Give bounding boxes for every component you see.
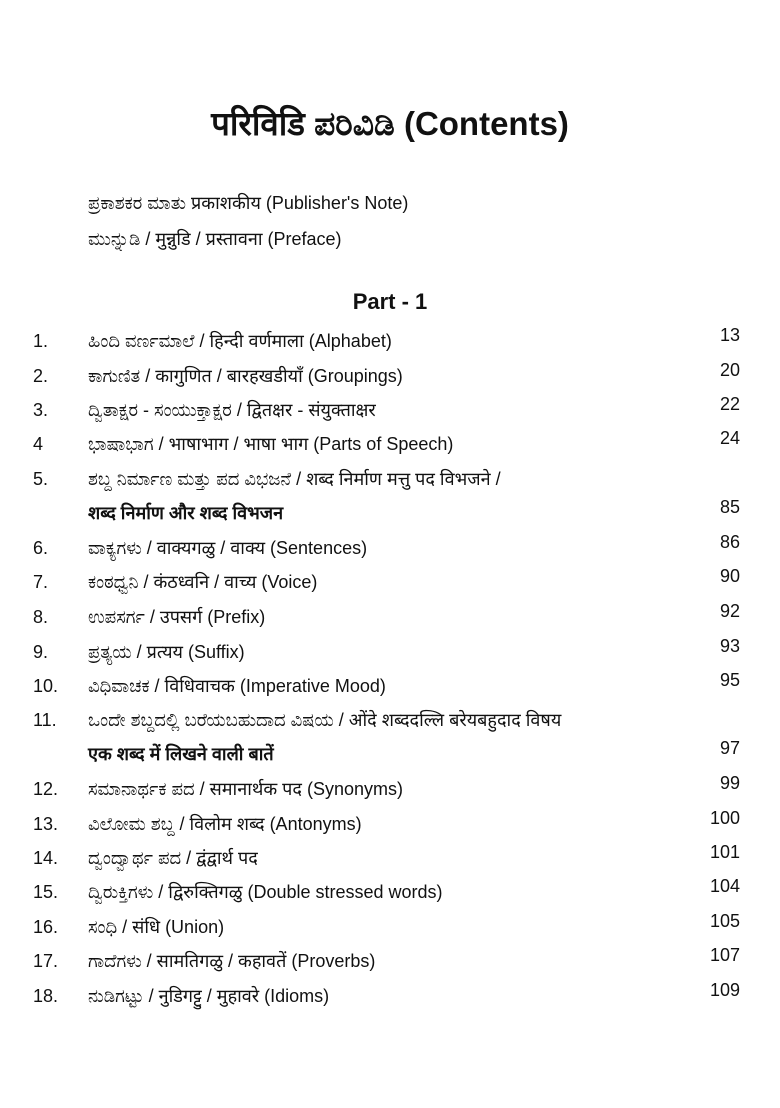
entry-number: 4	[33, 434, 44, 454]
entry-title: ಪ್ರತ್ಯಯ / प्रत्यय (Suffix)	[88, 642, 245, 662]
entry-number: 18.	[33, 986, 59, 1006]
entry-page: 90	[719, 566, 740, 586]
entry-title: ವಿಲೋಮ ಶಬ್ದ / विलोम शब्द (Antonyms)	[88, 814, 362, 834]
entry-title: ದ್ವಿರುಕ್ತಿಗಳು / द्विरुक्तिगळु (Double stressed words)	[88, 882, 443, 902]
entry-title	[88, 709, 562, 764]
entry-page: 86	[719, 532, 740, 552]
entry-title: ಸಮಾನಾರ್ಥಕ ಪದ / समानार्थक पद (Synonyms)	[88, 779, 403, 799]
entry-title: ವಿಧಿವಾಚಕ / विधिवाचक (Imperative Mood)	[88, 676, 386, 696]
entry-page: 20	[719, 360, 740, 380]
front-matter-preface: ಮುನ್ನುಡಿ / मुन्नुडि / प्रस्तावना (Preface)	[88, 229, 342, 249]
entry-title-line2: एक शब्द में लिखने वाली बातें	[88, 744, 274, 764]
entry-number: 17.	[33, 951, 59, 971]
entry-title: ಸಂಧಿ / संधि (Union)	[88, 917, 225, 937]
entry-page: 107	[709, 945, 740, 965]
front-matter-publishers-note: ಪ್ರಕಾಶಕರ ಮಾತು प्रकाशकीय (Publisher's Note)	[88, 193, 409, 213]
entry-title: ಕಾಗುಣಿತ / कागुणित / बारहखडीयाँ (Groupings)	[88, 366, 403, 386]
entry-title: ಹಿಂದಿ ವರ್ಣಮಾಲೆ / हिन्दी वर्णमाला (Alphabet)	[88, 331, 392, 351]
entry-title: ದ್ವಿತಾಕ್ಷರ - ಸಂಯುಕ್ತಾಕ್ಷರ / द्वितक्षर - संयुक्ताक्षर	[88, 400, 376, 420]
entry-number: 14.	[33, 848, 59, 868]
entry-number: 16.	[33, 917, 59, 937]
entry-page: 101	[709, 842, 740, 862]
entry-page: 92	[719, 601, 740, 621]
entry-title-line1: ಶಬ್ದ ನಿರ್ಮಾಣ ಮತ್ತು ಪದ ವಿಭಜನೆ / शब्द निर्माण मत्तु पद विभजने /	[88, 469, 501, 489]
entry-number: 3.	[33, 400, 49, 420]
entry-title: ನುಡಿಗಟ್ಟು / नुडिगट्टु / मुहावरे (Idioms)	[88, 986, 330, 1006]
entry-title	[88, 468, 501, 523]
part-heading: Part - 1	[352, 289, 428, 314]
entry-number: 1.	[33, 331, 49, 351]
entry-page: 109	[709, 980, 740, 1000]
entry-title: ಉಪಸರ್ಗ / उपसर्ग (Prefix)	[88, 607, 266, 627]
entry-page: 104	[709, 876, 740, 896]
entry-number: 12.	[33, 779, 59, 799]
entry-number: 7.	[33, 572, 49, 592]
entry-page: 95	[719, 670, 740, 690]
entry-title-line2: शब्द निर्माण और शब्द विभजन	[88, 503, 284, 523]
entry-number: 6.	[33, 538, 49, 558]
entry-page: 93	[719, 636, 740, 656]
entry-title: ಗಾದೆಗಳು / सामतिगळु / कहावतें (Proverbs)	[88, 951, 376, 971]
entry-number: 10.	[33, 676, 59, 696]
entry-page: 97	[719, 738, 740, 758]
entry-number: 13.	[33, 814, 59, 834]
entry-page: 100	[709, 808, 740, 828]
entry-number: 9.	[33, 642, 49, 662]
entry-page: 24	[719, 428, 740, 448]
entry-title: ದ್ವಂದ್ವಾರ್ಥ ಪದ / द्वंद्वार्थ पद	[88, 848, 258, 868]
entry-number: 15.	[33, 882, 59, 902]
entry-page: 99	[719, 773, 740, 793]
entry-title-line1: ಒಂದೇ ಶಬ್ದದಲ್ಲಿ ಬರೆಯಬಹುದಾದ ವಿಷಯ / ओंदे शब्ददल्लि बरेयबहुदाद विषय	[88, 710, 562, 730]
entry-number: 8.	[33, 607, 49, 627]
entry-title: ಭಾಷಾಭಾಗ / भाषाभाग / भाषा भाग (Parts of Speech)	[88, 434, 454, 454]
entry-page: 22	[719, 394, 740, 414]
entry-page: 13	[719, 325, 740, 345]
entry-number: 2.	[33, 366, 49, 386]
entry-number: 5.	[33, 469, 49, 489]
entry-page: 105	[709, 911, 740, 931]
entry-number: 11.	[33, 710, 57, 730]
entry-title: ಕಂಠಧ್ವನಿ / कंठध्वनि / वाच्य (Voice)	[88, 572, 318, 592]
page-title: परिविडि ಪರಿವಿಡಿ (Contents)	[211, 105, 569, 142]
entry-title: ವಾಕ್ಯಗಳು / वाक्यगळु / वाक्य (Sentences)	[88, 538, 368, 558]
entry-page: 85	[719, 497, 740, 517]
